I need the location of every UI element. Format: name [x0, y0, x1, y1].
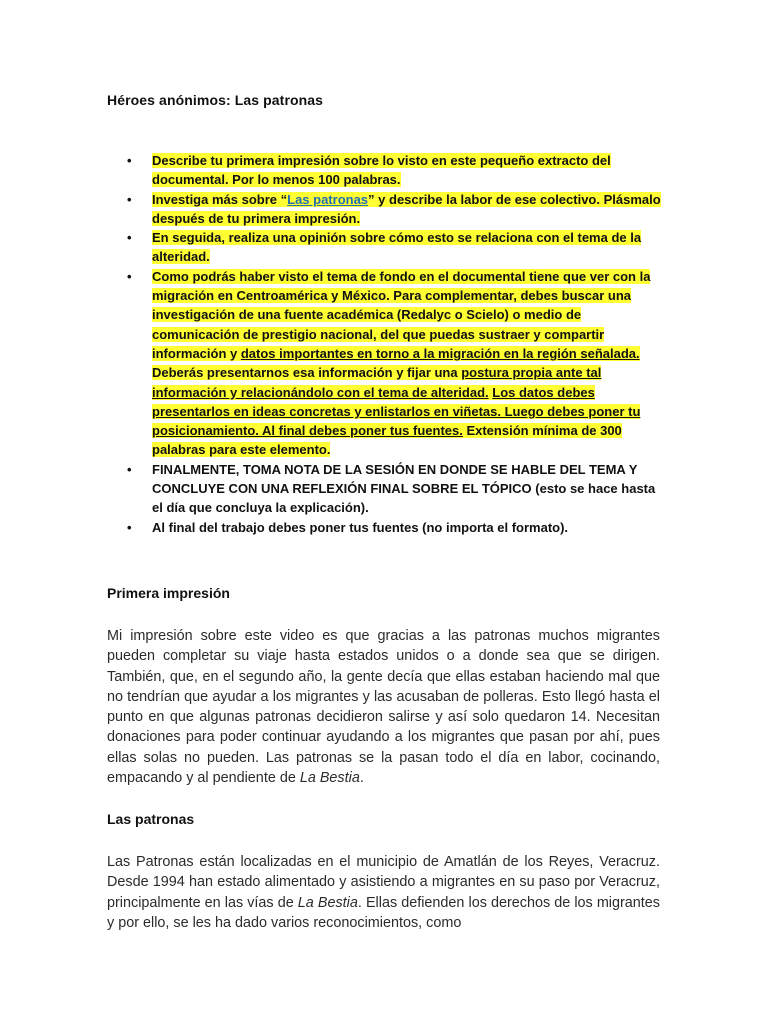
bullet-icon: •	[127, 268, 132, 284]
section-heading-las-patronas: Las patronas	[107, 811, 195, 827]
section-heading-primera-impresion: Primera impresión	[107, 585, 230, 601]
text-run: Extensión mínima de 300 palabras para este elemento.	[152, 423, 622, 458]
instruction-item	[107, 151, 662, 190]
bullet-icon: •	[127, 519, 132, 535]
highlighted-instruction-text	[152, 192, 661, 226]
highlighted-instruction-text	[152, 230, 641, 264]
instruction-text	[152, 462, 655, 516]
text-run: FINALMENTE, TOMA NOTA DE LA SESIÓN EN DONDE SE HABLE DEL TEMA Y CONCLUYE CON UNA REFLEXIÓN FINAL SOBRE EL TÓPICO (esto se hace hasta el día que concluya la explicación).	[152, 461, 656, 516]
bullet-icon: •	[127, 230, 132, 246]
text-run: Las Patronas están localizadas en el municipio de Amatlán de los Reyes, Veracruz. Desde 1994 han estado alimentado y asistiendo a migrantes en su paso por Veracruz, principalmente en las vías de	[107, 854, 660, 911]
document-title: Héroes anónimos: Las patronas	[107, 92, 324, 108]
underlined-text: Los datos debes presentarlos en ideas concretas y enlistarlos en viñetas. Luego debes poner tu posicionamiento. Al final debes poner tus fuentes.	[152, 384, 641, 439]
italic-text: La Bestia	[299, 770, 360, 787]
text-run: . Ellas defienden los derechos de los migrantes y por ello, se les ha dado varios reconocimientos, como	[107, 894, 660, 931]
paragraph-primera-impresion	[107, 626, 660, 788]
text-run: Deberás presentarnos esa información y fijar una	[152, 365, 462, 381]
text-run: Mi impresión sobre este video es que gracias a las patronas muchos migrantes pueden completar su viaje hasta estados unidos o a donde sea que se dirigen. También, que, en el segundo año, la gente decía que ellas estaban haciendo mal que no tendrían que ayudar a los migrantes y las acusaban de polleras. Esto llegó hasta el punto en que algunas patronas decidieron salirse y así solo quedaron 14. Necesitan donaciones para poder continuar ayudando a los migrantes que pasan por ahí, pues ellas solas no pueden. Las patronas se la pasan todo el día en labor, cocinando, empacando y al pendiente de	[107, 628, 660, 787]
instruction-item	[107, 267, 662, 460]
underlined-text: datos importantes en torno a la migración en la región señalada.	[240, 345, 640, 361]
text-run: .	[359, 770, 364, 787]
instruction-item	[107, 460, 662, 518]
highlighted-instruction-text	[152, 269, 650, 458]
las-patronas-link[interactable]: Las patronas	[287, 191, 369, 207]
text-run: ” y describe la labor de ese colectivo. Plásmalo después de tu primera impresión.	[152, 191, 661, 226]
underlined-text: postura propia ante tal información y relacionándolo con el tema de alteridad.	[152, 365, 602, 400]
bullet-icon: •	[127, 153, 132, 168]
highlighted-instruction-text	[152, 153, 611, 187]
bullet-icon: •	[127, 461, 132, 477]
instruction-item	[107, 190, 662, 229]
text-run: Investiga más sobre “	[152, 191, 288, 207]
instructions-list	[107, 151, 662, 537]
text-run: Describe tu primera impresión sobre lo visto en este pequeño extracto del documental. Por lo menos 100 palabras.	[152, 153, 611, 188]
paragraph-las-patronas	[107, 852, 660, 933]
bullet-icon: •	[127, 191, 132, 207]
instruction-item	[107, 518, 662, 537]
italic-text: La Bestia	[297, 894, 358, 911]
text-run: Al final del trabajo debes poner tus fuentes (no importa el formato).	[152, 519, 569, 535]
instruction-text	[152, 520, 568, 535]
text-run: Como podrás haber visto el tema de fondo en el documental tiene que ver con la migración en Centroamérica y México. Para complementar, debes buscar una investigación de una fuente académica (Redalyc o Scielo) o medio de comunicación de prestigio nacional, del que puedas sustraer y compartir información y	[152, 268, 651, 361]
text-run: En seguida, realiza una opinión sobre cómo esto se relaciona con el tema de la alteridad.	[152, 230, 642, 265]
instruction-item	[107, 228, 662, 267]
